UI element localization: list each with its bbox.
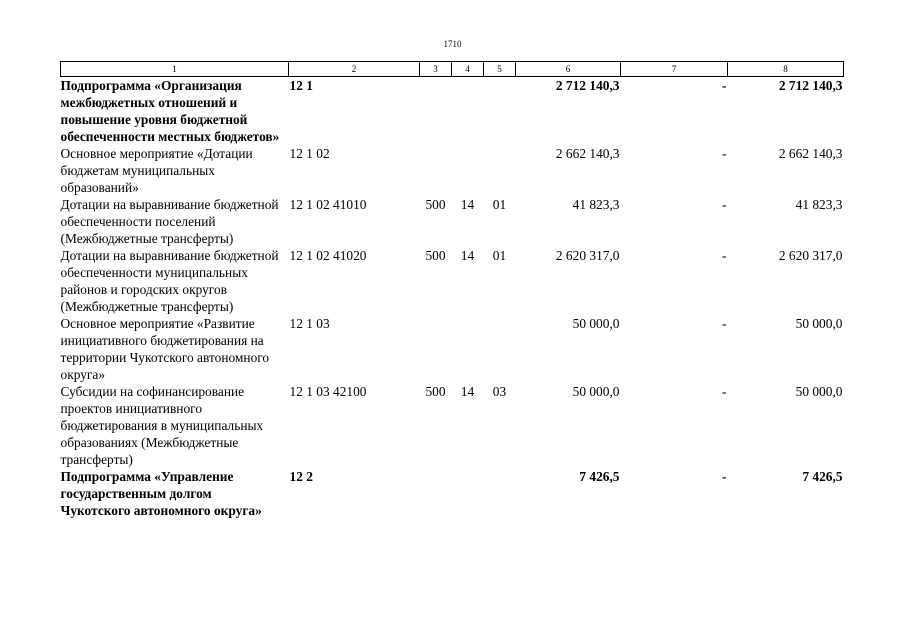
page-number: 1710	[443, 39, 462, 49]
row-total: 7 426,5	[802, 469, 843, 484]
table-row	[61, 247, 844, 315]
row-code: 12 1 03	[289, 316, 330, 331]
row-subsection	[484, 77, 516, 146]
row-subsection	[484, 145, 516, 196]
row-subsection: 01	[492, 197, 507, 212]
table-row	[61, 315, 844, 383]
row-total: 50 000,0	[795, 384, 843, 399]
row-change: -	[722, 316, 727, 331]
row-code: 12 1	[289, 78, 313, 93]
table-body	[61, 77, 844, 520]
column-header-8: 8	[728, 62, 844, 77]
table-row	[61, 196, 844, 247]
row-section: 14	[460, 248, 475, 263]
row-total: 2 662 140,3	[778, 146, 843, 161]
row-change: -	[722, 78, 727, 93]
row-amount: 2 662 140,3	[555, 146, 620, 161]
row-section	[452, 145, 484, 196]
row-subsection	[484, 468, 516, 519]
row-code: 12 1 02 41010	[289, 197, 367, 212]
row-code: 12 1 03 42100	[289, 384, 367, 399]
row-name: Дотации на выравнивание бюджетной обеспеченности муниципальных районов и городских округов (Межбюджетные трансферты)	[60, 248, 279, 314]
row-name: Основное мероприятие «Развитие инициативного бюджетирования на территории Чукотского автономного округа»	[60, 316, 270, 382]
row-section: 14	[460, 197, 475, 212]
table-row	[61, 145, 844, 196]
row-amount: 50 000,0	[572, 316, 620, 331]
row-name: Основное мероприятие «Дотации бюджетам муниципальных образований»	[60, 146, 253, 195]
row-change: -	[722, 197, 727, 212]
table-row	[61, 77, 844, 146]
row-change: -	[722, 469, 727, 484]
table-row	[61, 383, 844, 468]
row-name: Подпрограмма «Управление государственным долгом Чукотского автономного округа»	[60, 469, 262, 518]
row-expense-type	[420, 77, 452, 146]
row-section	[452, 315, 484, 383]
row-change: -	[722, 384, 727, 399]
row-code: 12 2	[289, 469, 313, 484]
budget-table	[60, 61, 844, 519]
row-section	[452, 468, 484, 519]
row-total: 41 823,3	[795, 197, 843, 212]
row-expense-type: 500	[425, 384, 446, 399]
row-expense-type: 500	[425, 197, 446, 212]
row-total: 2 712 140,3	[778, 78, 843, 93]
row-amount: 7 426,5	[579, 469, 620, 484]
column-header-7: 7	[621, 62, 728, 77]
row-expense-type	[420, 315, 452, 383]
row-subsection: 01	[492, 248, 507, 263]
row-amount: 2 712 140,3	[555, 78, 620, 93]
column-header-4: 4	[452, 62, 484, 77]
row-code: 12 1 02	[289, 146, 330, 161]
row-subsection	[484, 315, 516, 383]
row-amount: 2 620 317,0	[555, 248, 620, 263]
row-expense-type	[420, 468, 452, 519]
row-code: 12 1 02 41020	[289, 248, 367, 263]
table-row	[61, 468, 844, 519]
column-header-1: 1	[61, 62, 289, 77]
row-subsection: 03	[492, 384, 507, 399]
row-name: Подпрограмма «Организация межбюджетных отношений и повышение уровня бюджетной обеспеченности местных бюджетов»	[60, 78, 280, 144]
row-total: 50 000,0	[795, 316, 843, 331]
row-change: -	[722, 248, 727, 263]
column-header-5: 5	[484, 62, 516, 77]
row-expense-type: 500	[425, 248, 446, 263]
row-expense-type	[420, 145, 452, 196]
row-change: -	[722, 146, 727, 161]
row-name: Дотации на выравнивание бюджетной обеспеченности поселений (Межбюджетные трансферты)	[60, 197, 279, 246]
column-header-2: 2	[289, 62, 420, 77]
header-row	[61, 62, 844, 77]
row-section	[452, 77, 484, 146]
column-header-6: 6	[516, 62, 621, 77]
row-amount: 50 000,0	[572, 384, 620, 399]
column-header-3: 3	[420, 62, 452, 77]
row-total: 2 620 317,0	[778, 248, 843, 263]
row-name: Субсидии на софинансирование проектов инициативного бюджетирования в муниципальных образованиях (Межбюджетные трансферты)	[60, 384, 264, 467]
row-amount: 41 823,3	[572, 197, 620, 212]
row-section: 14	[460, 384, 475, 399]
